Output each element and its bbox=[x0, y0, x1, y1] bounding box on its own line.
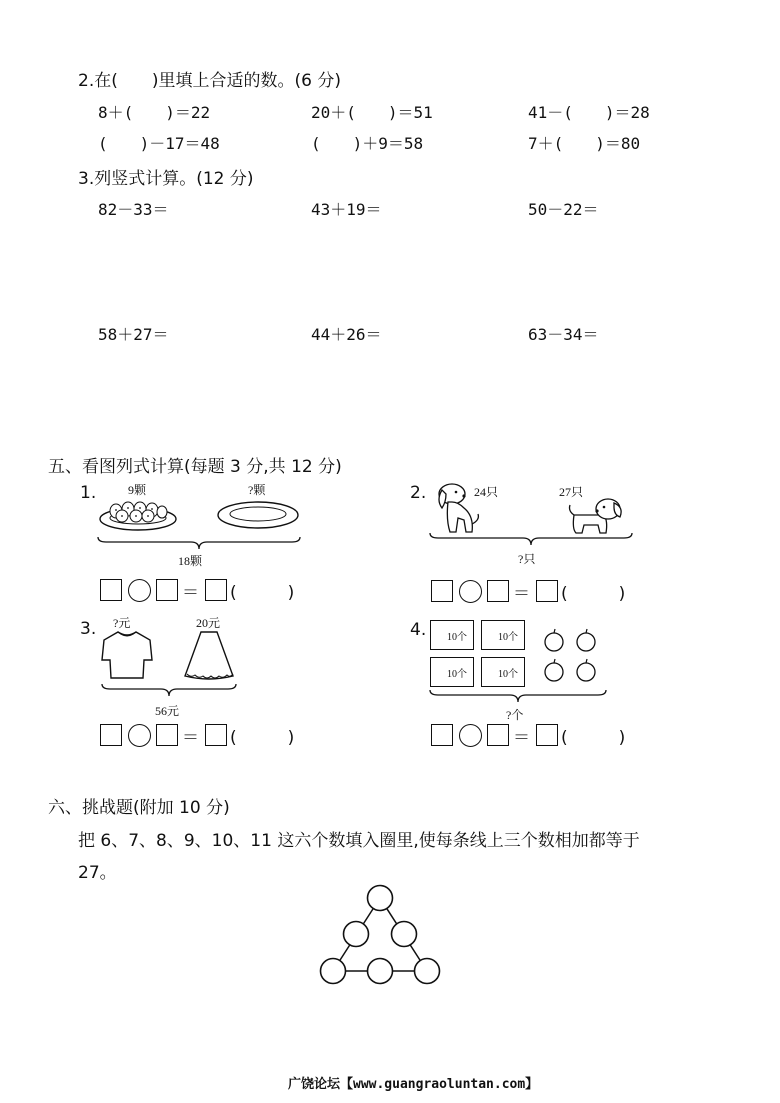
q3-total-label: 56元 bbox=[155, 704, 180, 718]
q4-answer-box-2[interactable] bbox=[487, 724, 509, 746]
equation-2-4: ( )－17＝48 bbox=[98, 134, 220, 153]
q1-answer-box-3[interactable] bbox=[205, 579, 227, 601]
box-crate-4-label: 10个 bbox=[498, 669, 518, 680]
vertical-calc-6: 63－34＝ bbox=[528, 325, 599, 344]
section-3-title: 3.列竖式计算。(12 分) bbox=[78, 169, 254, 189]
q1-brace bbox=[96, 537, 302, 551]
q4-answer-box-3[interactable] bbox=[536, 724, 558, 746]
section-6-instruction: 把 6、7、8、9、10、11 这六个数填入圈里,使每条线上三个数相加都等于 bbox=[78, 831, 640, 851]
puzzle-circle-mid-left[interactable] bbox=[344, 922, 369, 947]
vertical-calc-3: 50－22＝ bbox=[528, 200, 599, 219]
vertical-calc-4: 58＋27＝ bbox=[98, 325, 169, 344]
equation-2-3: 41－( )＝28 bbox=[528, 103, 650, 122]
q3-unit-paren[interactable]: ( ) bbox=[230, 728, 295, 748]
empty-plate-icon bbox=[216, 500, 300, 534]
box-crate-1-label: 10个 bbox=[447, 632, 467, 643]
q2-right-label: 27只 bbox=[559, 485, 584, 499]
q4-equals: ＝ bbox=[513, 728, 530, 748]
q2-total-label: ?只 bbox=[518, 552, 536, 566]
q3-answer-box-1[interactable] bbox=[100, 724, 122, 746]
q4-brace bbox=[428, 690, 608, 704]
q2-unit-paren[interactable]: ( ) bbox=[561, 584, 626, 604]
q2-operator-circle[interactable] bbox=[459, 580, 482, 603]
triangle-circle-puzzle bbox=[318, 880, 442, 986]
q4-operator-circle[interactable] bbox=[459, 724, 482, 747]
q1-answer-box-2[interactable] bbox=[156, 579, 178, 601]
box-crate-4 bbox=[481, 657, 525, 687]
q2-answer-box-3[interactable] bbox=[536, 580, 558, 602]
vertical-calc-2: 43＋19＝ bbox=[311, 200, 382, 219]
puzzle-circle-mid-right[interactable] bbox=[392, 922, 417, 947]
puzzle-circle-bottom-left[interactable] bbox=[321, 959, 346, 984]
dog-right-icon bbox=[568, 495, 626, 537]
puzzle-circle-bottom-right[interactable] bbox=[415, 959, 440, 984]
q1-left-label: 9颗 bbox=[128, 483, 147, 497]
footer-watermark: 广饶论坛【www.guangraoluntan.com】 bbox=[288, 1077, 539, 1092]
q3-left-label: ?元 bbox=[113, 616, 131, 630]
section-6-instruction-cont: 27。 bbox=[78, 863, 117, 883]
q1-number: 1. bbox=[80, 483, 97, 503]
q1-unit-paren[interactable]: ( ) bbox=[230, 583, 295, 603]
q3-number: 3. bbox=[80, 619, 97, 639]
shirt-icon bbox=[100, 630, 154, 682]
vertical-calc-5: 44＋26＝ bbox=[311, 325, 382, 344]
strawberry-plate-icon bbox=[98, 497, 178, 533]
puzzle-circle-bottom-mid[interactable] bbox=[368, 959, 393, 984]
q1-operator-circle[interactable] bbox=[128, 579, 151, 602]
q1-answer-box-1[interactable] bbox=[100, 579, 122, 601]
box-crate-1 bbox=[430, 620, 474, 650]
q3-answer-box-3[interactable] bbox=[205, 724, 227, 746]
q2-answer-box-2[interactable] bbox=[487, 580, 509, 602]
q3-brace bbox=[100, 684, 238, 698]
equation-2-1: 8＋( )＝22 bbox=[98, 103, 211, 122]
q4-number: 4. bbox=[410, 620, 427, 640]
q4-total-label: ?个 bbox=[506, 708, 524, 722]
q3-answer-box-2[interactable] bbox=[156, 724, 178, 746]
skirt-icon bbox=[183, 630, 235, 682]
q1-equals: ＝ bbox=[182, 583, 199, 603]
q4-answer-box-1[interactable] bbox=[431, 724, 453, 746]
q2-equals: ＝ bbox=[513, 584, 530, 604]
equation-2-5: ( )＋9＝58 bbox=[311, 134, 424, 153]
q3-operator-circle[interactable] bbox=[128, 724, 151, 747]
section-2-title: 2.在( )里填上合适的数。(6 分) bbox=[78, 71, 341, 91]
q2-brace bbox=[428, 533, 634, 547]
q4-unit-paren[interactable]: ( ) bbox=[561, 728, 626, 748]
equation-2-2: 20＋( )＝51 bbox=[311, 103, 433, 122]
box-crate-3-label: 10个 bbox=[447, 669, 467, 680]
vertical-calc-1: 82－33＝ bbox=[98, 200, 169, 219]
apples-icon bbox=[540, 626, 606, 688]
section-6-title: 六、挑战题(附加 10 分) bbox=[48, 798, 230, 818]
q1-total-label: 18颗 bbox=[178, 554, 203, 568]
q1-right-label: ?颗 bbox=[248, 483, 266, 497]
q2-answer-box-1[interactable] bbox=[431, 580, 453, 602]
section-5-title: 五、看图列式计算(每题 3 分,共 12 分) bbox=[48, 457, 342, 477]
q3-equals: ＝ bbox=[182, 728, 199, 748]
box-crate-2-label: 10个 bbox=[498, 632, 518, 643]
equation-2-6: 7＋( )＝80 bbox=[528, 134, 641, 153]
puzzle-circle-top[interactable] bbox=[368, 886, 393, 911]
q2-number: 2. bbox=[410, 483, 427, 503]
box-crate-2 bbox=[481, 620, 525, 650]
box-crate-3 bbox=[430, 657, 474, 687]
q3-right-label: 20元 bbox=[196, 616, 221, 630]
q2-left-label: 24只 bbox=[474, 485, 499, 499]
